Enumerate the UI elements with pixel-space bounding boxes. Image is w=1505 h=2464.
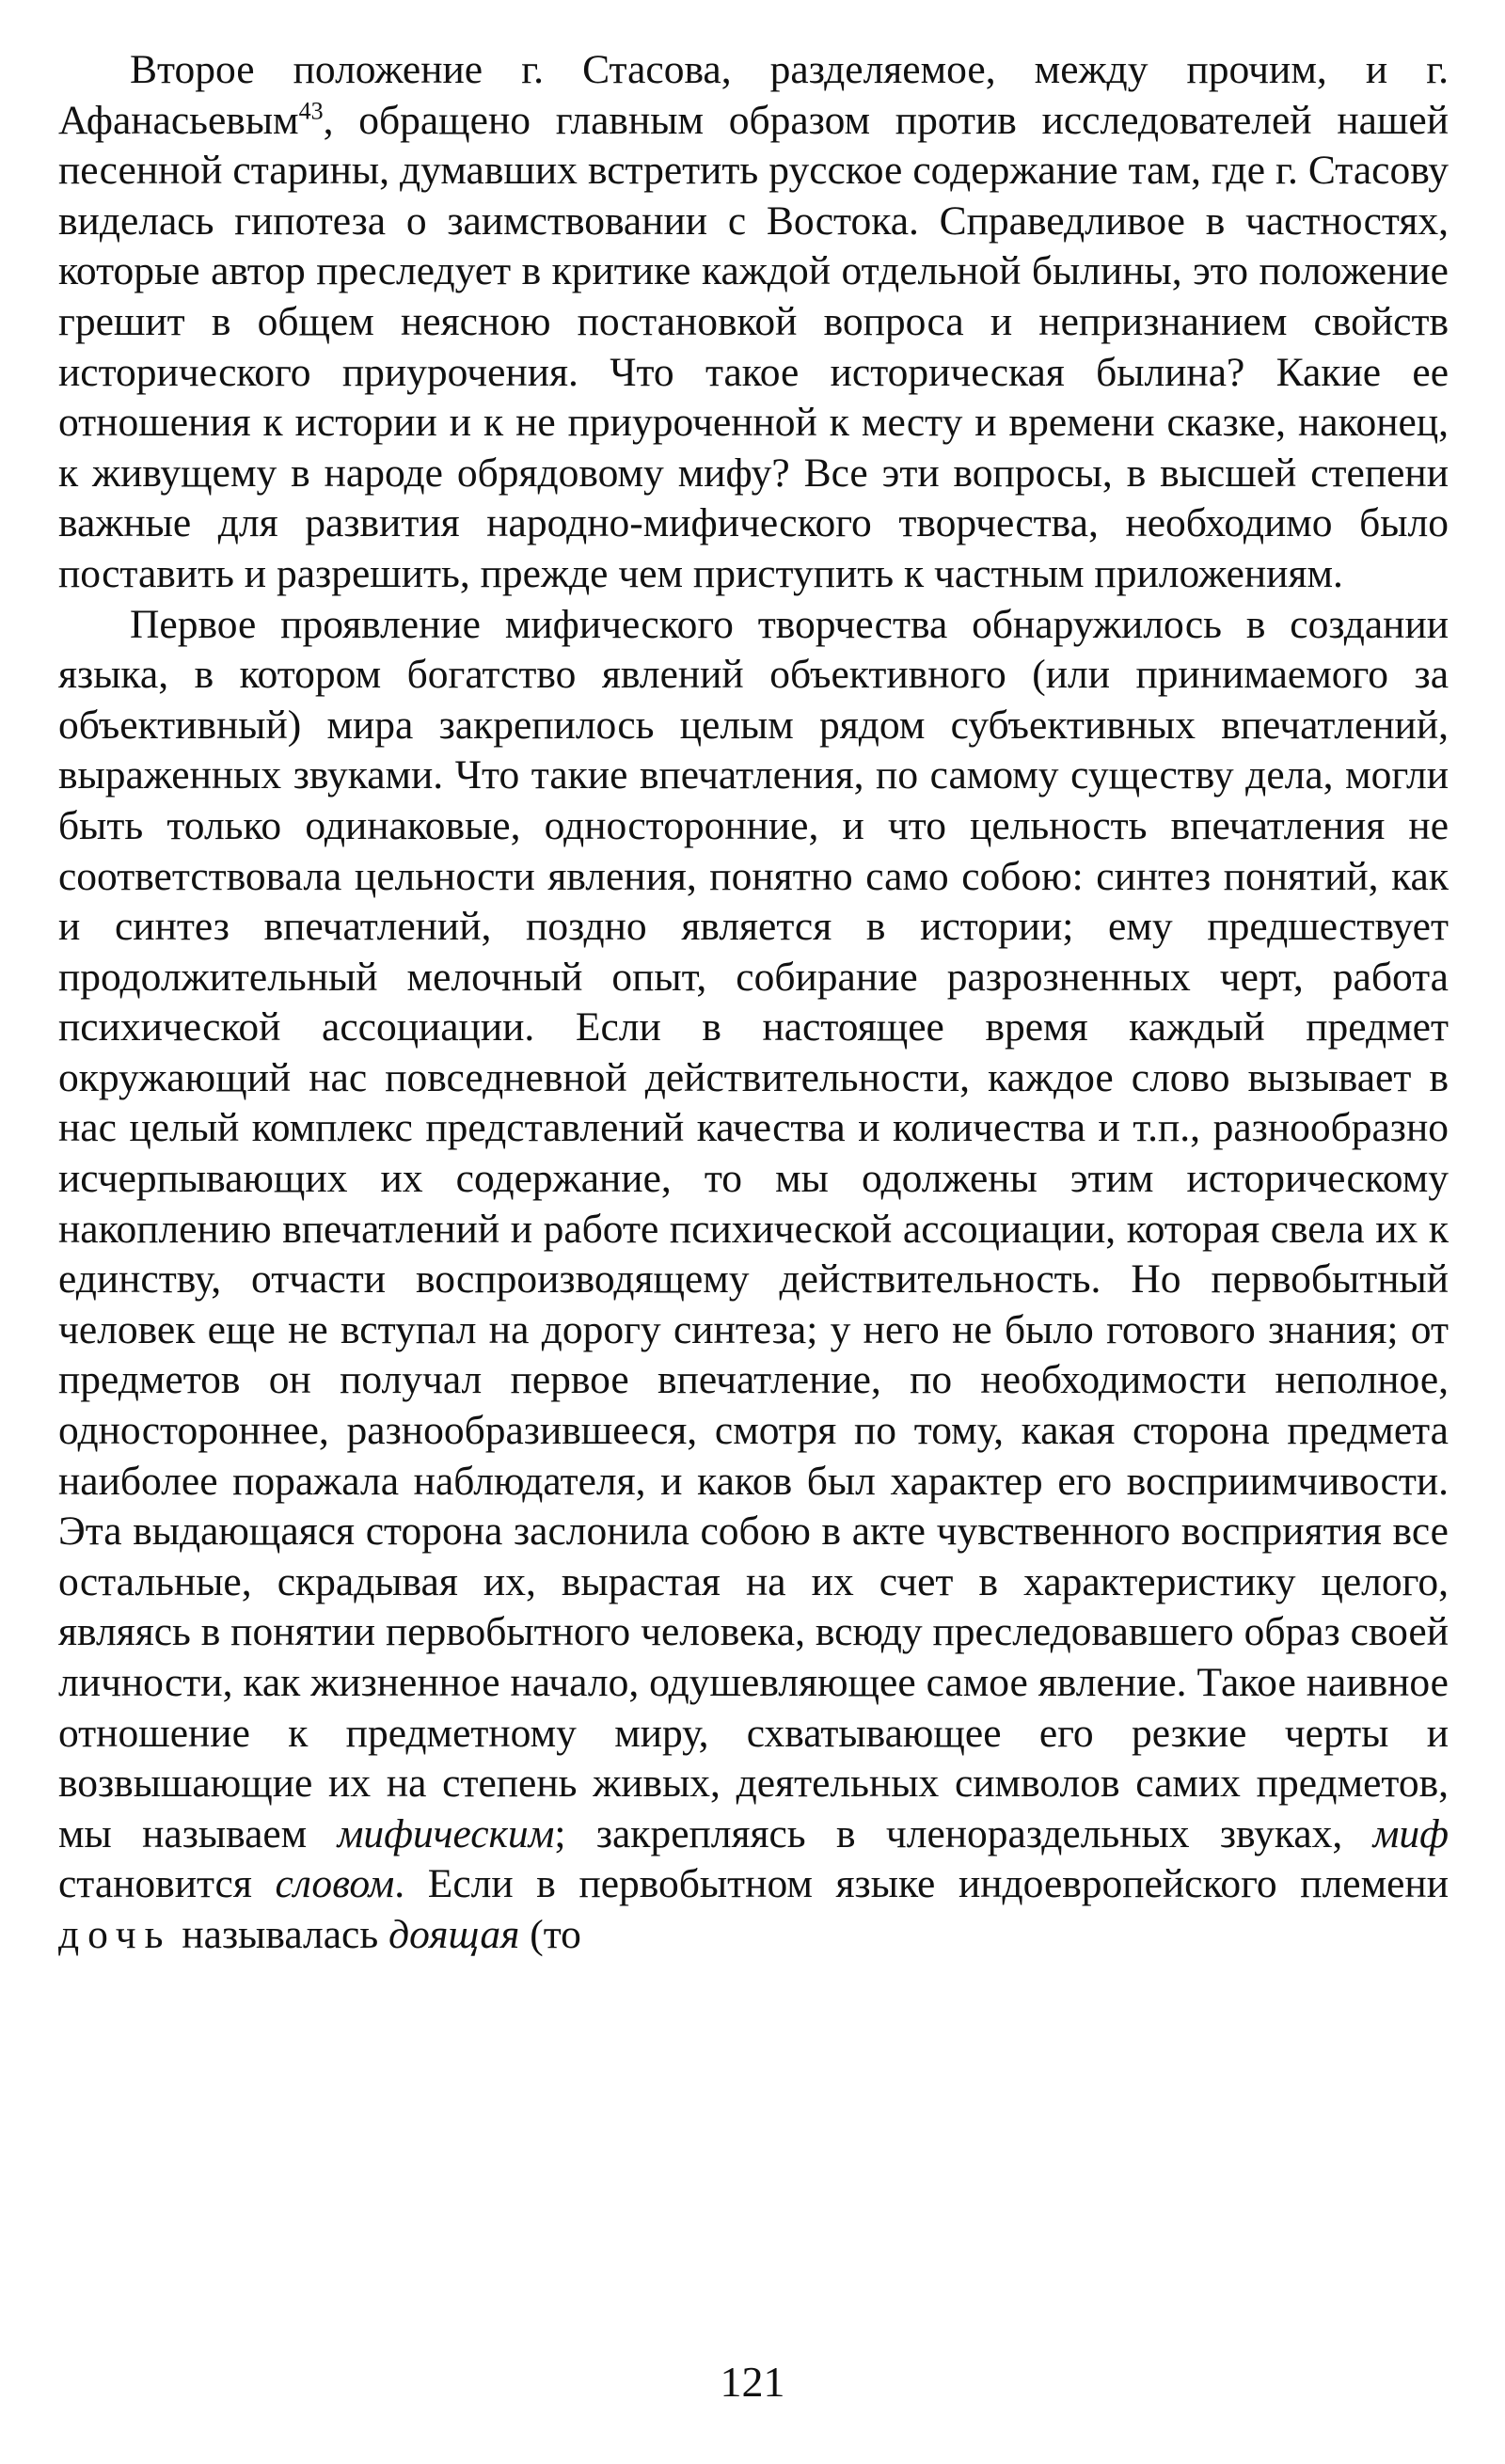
paragraph-2-text-b: ; закрепляясь в членораздельных звуках, bbox=[554, 1810, 1373, 1856]
paragraph-2-text-f: (то bbox=[519, 1911, 581, 1957]
spaced-term-daughter: дочь bbox=[58, 1911, 172, 1957]
italic-term-myth: миф bbox=[1372, 1810, 1450, 1856]
paragraph-1-text-b: , обращено главным образом против исследователей нашей песенной старины, думавших встретить русское содержание там, где г. Стасову виделась гипотеза о заимствовании с Востока. Справедливое в частностях, которые автор преследует в критике каждой отдельной былины, это положение грешит в общем неясною постановкой вопроса и непризнанием свойств исторического приурочения. Что такое историческая былина? Какие ее отношения к истории и к не приуроченной к месту и времени сказке, наконец, к живущему в народе обрядовому мифу? Все эти вопросы, в высшей степени важные для развития народно-мифического творчества, необходимо было поставить и разрешить, прежде чем приступить к частным приложениям. bbox=[58, 97, 1449, 596]
page-number: 121 bbox=[720, 2358, 785, 2406]
paragraph-2-text-a: Первое проявление мифического творчества обнаружилось в создании языка, в котором богатство явлений объективного (или принимаемого за объективный) мира закрепилось целым рядом субъективных впечатлений, выраженных звуками. Что такие впечатления, по самому существу дела, могли быть только одинаковые, односторонние, и что цельность впечатления не соответствовала цельности явления, понятно само собою: синтез понятий, как и синтез впечатлений, поздно является в истории; ему предшествует продолжительный мелочный опыт, собирание разрозненных черт, работа психической ассоциации. Если в настоящее время каждый предмет окружающий нас повседневной действительности, каждое слово вызывает в нас целый комплекс представлений качества и количества и т.п., разнообразно исчерпывающих их содержание, то мы одолжены этим историческому накоплению впечатлений и работе психической ассоциации, которая свела их к единству, отчасти воспроизводящему действительность. Но первобытный человек еще не вступал на дорогу синтеза; у него не было готового знания; от предметов он получал первое впечатление, по необходимости неполное, одностороннее, разнообразившееся, смотря по тому, какая сторона предмета наиболее поражала наблюдателя, и каков был характер его восприимчивости. Эта выдающаяся сторона заслонила собою в акте чувственного восприятия все остальные, скрадывая их, вырастая на их счет в характеристику целого, являясь в понятии первобытного человека, всюду преследовавшего образ своей личности, как жизненное начало, одушевляющее самое явление. Такое наивное отношение к предметному миру, схватывающее его резкие черты и возвышающие их на степень живых, деятельных символов самих предметов, мы называем bbox=[58, 601, 1449, 1856]
paragraph-1-text-a: Второе положение г. Стасова, разделяемое, между прочим, и г. Афанасьевым bbox=[58, 47, 1449, 143]
paragraph-2-text-c: становится bbox=[58, 1861, 276, 1907]
paragraph-2-text-d: . Если в первобытном языке индоевропейского племени bbox=[394, 1861, 1449, 1907]
paragraph-1 bbox=[58, 45, 1449, 600]
footnote-ref-43[interactable]: 43 bbox=[298, 97, 324, 125]
page-body bbox=[58, 45, 1449, 1961]
paragraph-2-text-e: называлась bbox=[171, 1911, 389, 1957]
paragraph-2 bbox=[58, 600, 1449, 1961]
italic-term-mythical: мифическим bbox=[337, 1810, 555, 1856]
italic-term-milking: доящая bbox=[388, 1911, 520, 1957]
italic-term-word: словом bbox=[275, 1861, 395, 1907]
